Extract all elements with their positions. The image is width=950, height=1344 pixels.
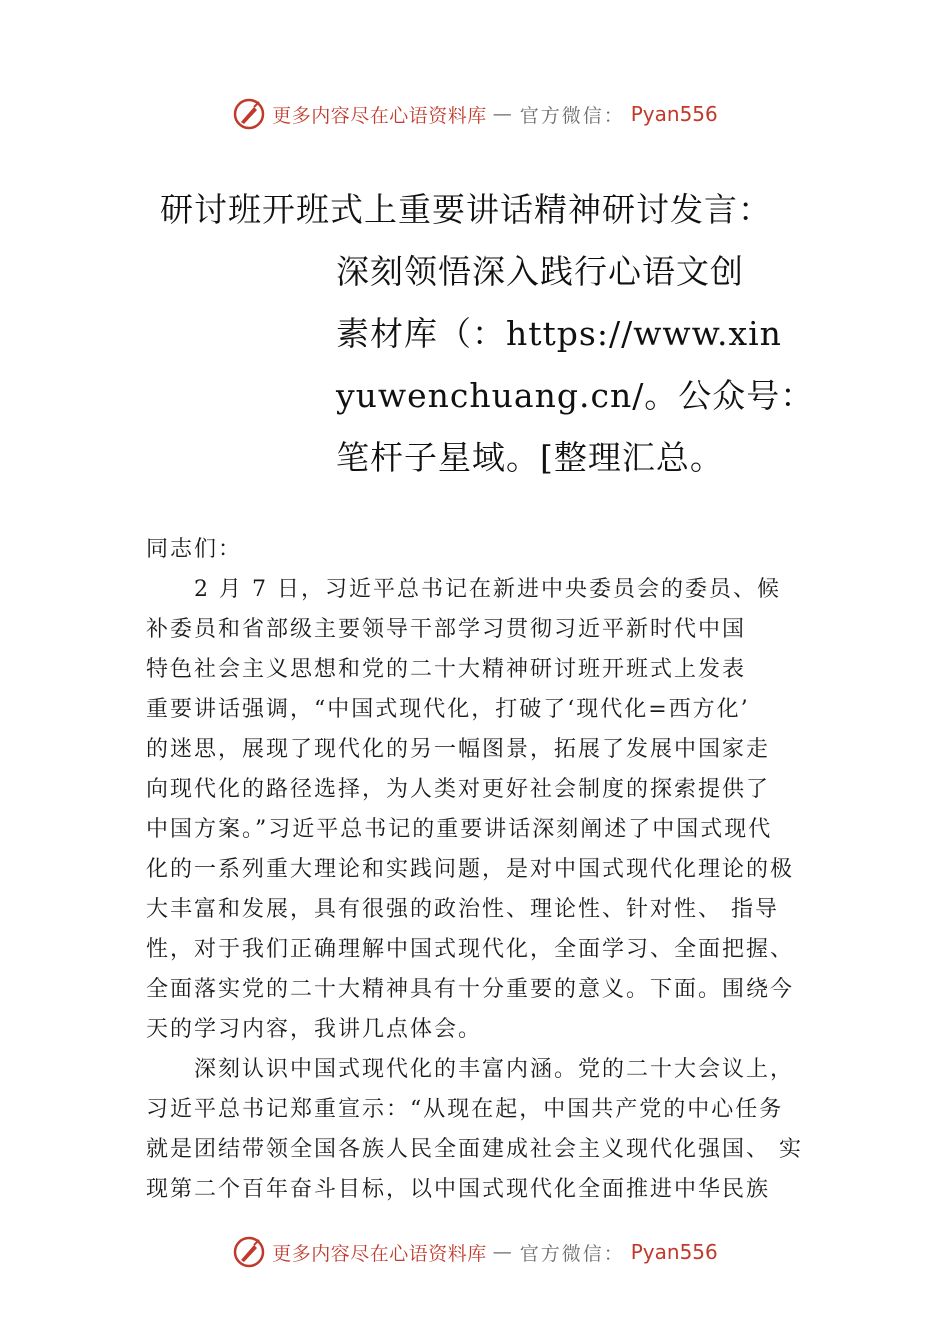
body-line: 现第二个百年奋斗目标，以中国式现代化全面推进中华民族: [146, 1177, 771, 1202]
footer-banner: [0, 1232, 950, 1272]
banner-separator: —: [492, 103, 514, 125]
body-line: 的迷思，展现了现代化的另一幅图景，拓展了发展中国家走: [146, 737, 771, 762]
banner-brand: 更多内容尽在心语资料库: [272, 104, 487, 127]
banner-wechat-id: Pyan556: [630, 102, 718, 126]
title-line-4: yuwenchuang.cn/。公众号：: [336, 376, 815, 415]
banner-wechat-label: 官方微信：: [519, 104, 625, 127]
quill-seal-icon: [232, 97, 266, 131]
body-line: 习近平总书记郑重宣示：“从现在起，中国共产党的中心任务: [146, 1097, 784, 1122]
header-banner: [0, 94, 950, 134]
body-line: 深刻认识中国式现代化的丰富内涵。党的二十大会议上，: [194, 1057, 795, 1082]
body-line: 中国方案。”习近平总书记的重要讲话深刻阐述了中国式现代: [146, 817, 773, 842]
salutation: 同志们：: [146, 537, 243, 562]
title-line-3: 素材库（：https://www.xin: [336, 314, 782, 353]
body-line: 天的学习内容，我讲几点体会。: [146, 1017, 483, 1042]
body-line: 向现代化的路径选择，为人类对更好社会制度的探索提供了: [146, 777, 771, 802]
title-line-2: 深刻领悟深入践行心语文创: [336, 252, 744, 291]
banner-brand: 更多内容尽在心语资料库: [272, 1242, 487, 1265]
body-line: 性，对于我们正确理解中国式现代化，全面学习、全面把握、: [146, 937, 795, 962]
body-line: 2 月 7 日，习近平总书记在新进中央委员会的委员、候: [194, 577, 781, 602]
banner-wechat-id: Pyan556: [630, 1240, 718, 1264]
banner-wechat-label: 官方微信：: [519, 1242, 625, 1265]
document-body: [146, 530, 826, 1210]
body-line: 特色社会主义思想和党的二十大精神研讨班开班式上发表: [146, 657, 747, 682]
body-line: 就是团结带领全国各族人民全面建成社会主义现代化强国、 实: [146, 1137, 803, 1162]
title-line-1: 研讨班开班式上重要讲话精神研讨发言：: [160, 190, 772, 229]
banner-separator: —: [492, 1241, 514, 1263]
body-line: 重要讲话强调，“中国式现代化，打破了‘现代化=西方化’: [146, 697, 750, 722]
body-line: 化的一系列重大理论和实践问题，是对中国式现代化理论的极: [146, 857, 795, 882]
quill-seal-icon: [232, 1235, 266, 1269]
body-line: 全面落实党的二十大精神具有十分重要的意义。下面。围绕今: [146, 977, 795, 1002]
body-line: 大丰富和发展，具有很强的政治性、理论性、针对性、 指导: [146, 897, 779, 922]
body-line: 补委员和省部级主要领导干部学习贯彻习近平新时代中国: [146, 617, 747, 642]
title-line-5: 笔杆子星域。[整理汇总。: [336, 438, 724, 477]
